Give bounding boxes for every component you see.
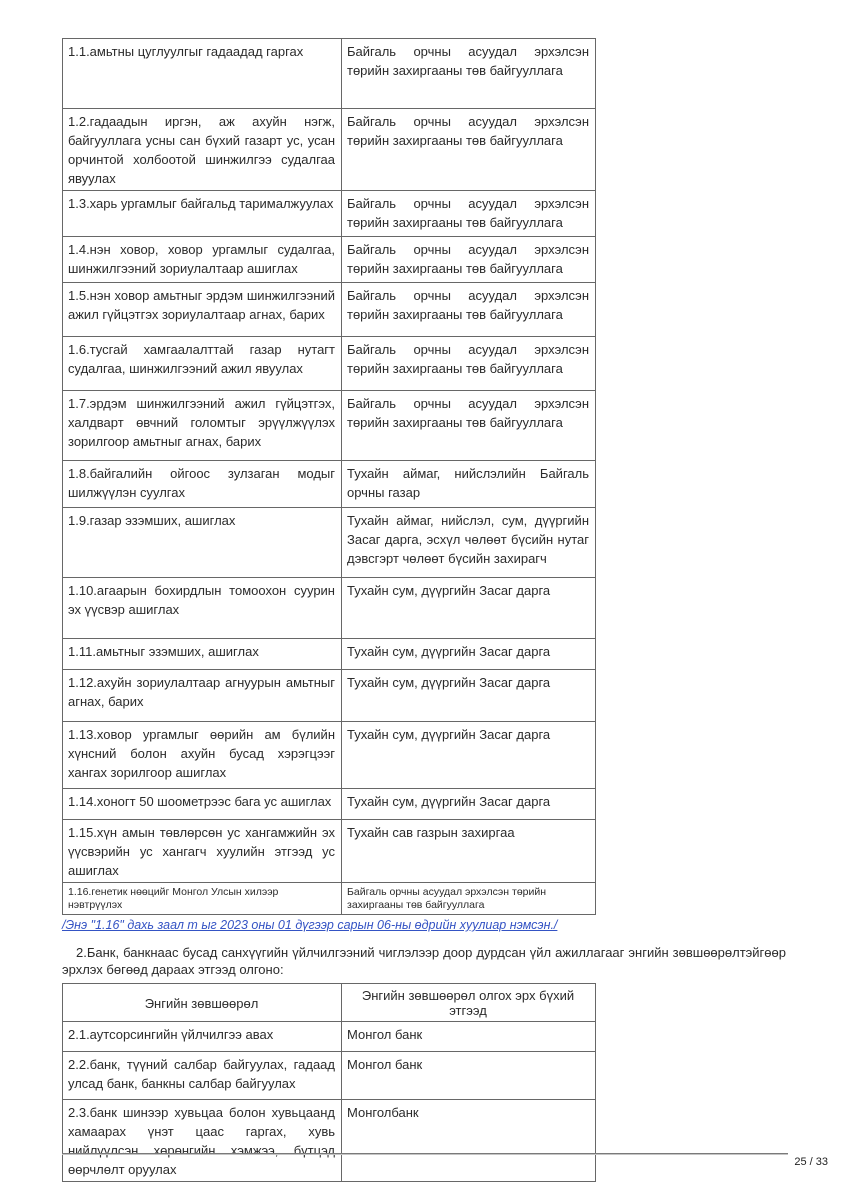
table-row bbox=[63, 283, 596, 337]
activity-cell: 1.4.нэн ховор, ховор ургамлыг судалгаа, шинжилгээний зориулалтаар ашиглах bbox=[63, 237, 342, 283]
header-simple-permission: Энгийн зөвшөөрөл bbox=[63, 984, 342, 1022]
authority-cell: Байгаль орчны асуудал эрхэлсэн төрийн захиргааны төв байгууллага bbox=[342, 391, 596, 461]
authority-cell: Тухайн сум, дүүргийн Засаг дарга bbox=[342, 789, 596, 820]
authority-cell: Байгаль орчны асуудал эрхэлсэн төрийн захиргааны төв байгууллага bbox=[342, 337, 596, 391]
activity-cell: 1.12.ахуйн зориулалтаар агнуурын амьтныг агнах, барих bbox=[63, 670, 342, 722]
activity-cell: 1.11.амьтныг эзэмших, ашиглах bbox=[63, 639, 342, 670]
authority-cell: Байгаль орчны асуудал эрхэлсэн төрийн захиргааны төв байгууллага bbox=[342, 191, 596, 237]
table-row bbox=[63, 39, 596, 109]
authority-cell: Тухайн сав газрын захиргаа bbox=[342, 820, 596, 883]
authority-cell: Тухайн сум, дүүргийн Засаг дарга bbox=[342, 578, 596, 639]
table-row bbox=[63, 337, 596, 391]
amendment-note-link[interactable]: /Энэ "1.16" дахь заал т ыг 2023 оны 01 дүгээр сарын 06-ны өдрийн хуулиар нэмсэн./ bbox=[62, 918, 558, 932]
activity-cell: 2.2.банк, түүний салбар байгуулах, гадаад улсад банк, банкны салбар байгуулах bbox=[63, 1052, 342, 1100]
authority-cell: Монгол банк bbox=[342, 1022, 596, 1052]
authority-cell: Тухайн аймаг, нийслэл, сум, дүүргийн Засаг дарга, эсхүл чөлөөт бүсийн нутаг дэвсгэрт чөлөөт бүсийн захирагч bbox=[342, 508, 596, 578]
table-row bbox=[63, 670, 596, 722]
table-row bbox=[63, 1022, 596, 1052]
activity-cell: 1.7.эрдэм шинжилгээний ажил гүйцэтгэх, халдварт өвчний голомтыг эрүүлжүүлэх зорилгоор амьтныг агнах, барих bbox=[63, 391, 342, 461]
table-row bbox=[63, 237, 596, 283]
activity-cell: 1.9.газар эзэмших, ашиглах bbox=[63, 508, 342, 578]
authority-cell: Байгаль орчны асуудал эрхэлсэн төрийн захиргааны төв байгууллага bbox=[342, 109, 596, 191]
permission-table-1-body bbox=[63, 39, 596, 915]
table-row bbox=[63, 461, 596, 508]
activity-cell: 1.15.хүн амын төвлөрсөн ус хангамжийн эх үүсвэрийн ус хангагч хуулийн этгээд ус ашиглах bbox=[63, 820, 342, 883]
permission-table-2-body bbox=[63, 1022, 596, 1182]
table-row bbox=[63, 722, 596, 789]
activity-cell: 1.14.хоногт 50 шоометрээс бага ус ашиглах bbox=[63, 789, 342, 820]
table-row bbox=[63, 508, 596, 578]
authority-cell: Байгаль орчны асуудал эрхэлсэн төрийн захиргааны төв байгууллага bbox=[342, 39, 596, 109]
table-row bbox=[63, 1100, 596, 1182]
activity-cell: 1.3.харь ургамлыг байгальд тарималжуулах bbox=[63, 191, 342, 237]
activity-cell: 1.5.нэн ховор амьтныг эрдэм шинжилгээний ажил гүйцэтгэх зориулалтаар агнах, барих bbox=[63, 283, 342, 337]
table-header-row bbox=[63, 984, 596, 1022]
activity-cell: 2.3.банк шинээр хувьцаа болон хувьцаанд хамаарах үнэт цаас гаргах, хувь нийлүүлсэн хөрөнгийн хэмжээ, бүтцэд өөрчлөлт оруулах bbox=[63, 1100, 342, 1182]
authority-cell: Байгаль орчны асуудал эрхэлсэн төрийн захиргааны төв байгууллага bbox=[342, 237, 596, 283]
table-row bbox=[63, 789, 596, 820]
table-row bbox=[63, 109, 596, 191]
activity-cell: 2.1.аутсорсингийн үйлчилгээ авах bbox=[63, 1022, 342, 1052]
table-row bbox=[63, 639, 596, 670]
authority-cell: Байгаль орчны асуудал эрхэлсэн төрийн захиргааны төв байгууллага bbox=[342, 283, 596, 337]
activity-cell: 1.1.амьтны цуглуулгыг гадаадад гаргах bbox=[63, 39, 342, 109]
activity-cell: 1.10.агаарын бохирдлын томоохон суурин эх үүсвэр ашиглах bbox=[63, 578, 342, 639]
authority-cell: Монголбанк bbox=[342, 1100, 596, 1182]
authority-cell: Тухайн сум, дүүргийн Засаг дарга bbox=[342, 639, 596, 670]
activity-cell: 1.13.ховор ургамлыг өөрийн ам бүлийн хүнсний болон ахуйн бусад хэрэгцээг хангах зорилгоор ашиглах bbox=[63, 722, 342, 789]
authority-cell: Тухайн сум, дүүргийн Засаг дарга bbox=[342, 670, 596, 722]
table-row bbox=[63, 883, 596, 915]
table-row bbox=[63, 391, 596, 461]
activity-cell: 1.16.генетик нөөцийг Монгол Улсын хилээр нэвтрүүлэх bbox=[63, 883, 342, 915]
section2-intro-paragraph: 2.Банк, банкнаас бусад санхүүгийн үйлчилгээний чиглэлээр доор дурдсан үйл ажиллагааг энгийн зөвшөөрөлтэйгөөр эрхлэх бөгөөд дараах этгээд олгоно: bbox=[62, 945, 786, 977]
activity-cell: 1.6.тусгай хамгаалалттай газар нутагт судалгаа, шинжилгээний ажил явуулах bbox=[63, 337, 342, 391]
table-row bbox=[63, 1052, 596, 1100]
authority-cell: Тухайн аймаг, нийслэлийн Байгаль орчны газар bbox=[342, 461, 596, 508]
header-granting-authority: Энгийн зөвшөөрөл олгох эрх бүхий этгээд bbox=[342, 984, 596, 1022]
footer-rule bbox=[62, 1153, 788, 1155]
table-row bbox=[63, 820, 596, 883]
table-row bbox=[63, 578, 596, 639]
authority-cell: Тухайн сум, дүүргийн Засаг дарга bbox=[342, 722, 596, 789]
activity-cell: 1.8.байгалийн ойгоос зулзаган модыг шилжүүлэн суулгах bbox=[63, 461, 342, 508]
page-number: 25 / 33 bbox=[794, 1156, 828, 1168]
authority-cell: Монгол банк bbox=[342, 1052, 596, 1100]
table-row bbox=[63, 191, 596, 237]
authority-cell: Байгаль орчны асуудал эрхэлсэн төрийн захиргааны төв байгууллага bbox=[342, 883, 596, 915]
permission-table-1 bbox=[62, 38, 596, 915]
activity-cell: 1.2.гадаадын иргэн, аж ахуйн нэгж, байгууллага усны сан бүхий газарт ус, усан орчинтой холбоотой шинжилгээ судалгаа явуулах bbox=[63, 109, 342, 191]
